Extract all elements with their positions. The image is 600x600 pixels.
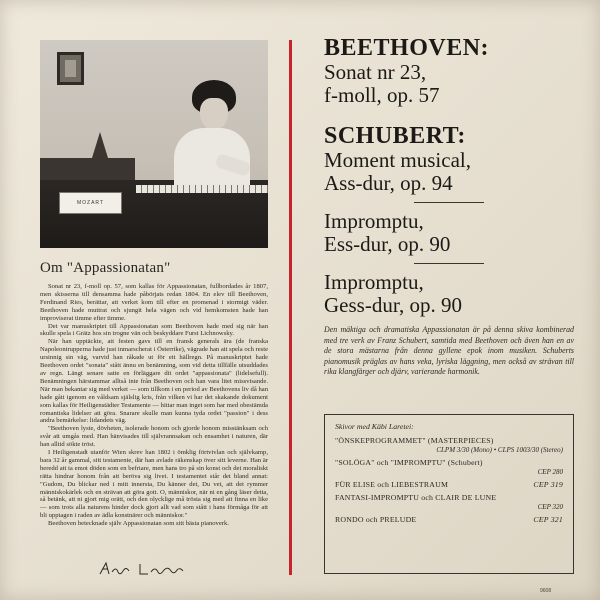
record-catalog: CEP 280 — [537, 468, 563, 476]
print-code: 9608 — [540, 588, 552, 594]
handwritten-signature — [96, 560, 226, 578]
pianist-face — [200, 98, 228, 130]
album-blurb: Den mäktiga och dramatiska Appassionatan är på denna skiva kombinerad med tre verk av Franz Schubert, samtida med Beethoven och även han en av de stora mästarna från denna gyllene epok inom musiken. Schuberts pianomusik präglas av hans veka, lyriska läggning, men också av strävan till rika klangfärger och djärv, varierande harmonik. — [324, 325, 574, 377]
sheet-music — [59, 192, 122, 214]
metronome-icon — [92, 132, 108, 158]
wall-picture-frame — [57, 52, 84, 85]
essay — [40, 260, 268, 528]
record-title: FÜR ELISE och LIEBESTRAUM — [335, 480, 449, 489]
record-title: "SOLÖGA" och "IMPROMPTU" (Schubert) — [335, 458, 483, 467]
work-line: f-moll, op. 57 — [324, 83, 440, 107]
red-divider — [289, 40, 292, 575]
work-line: Impromptu, — [324, 270, 424, 294]
essay-paragraph: Det var manuskriptet till Appassionatan som Beethoven hade med sig när han skulle spela i Grätz hos sin trogne vän och beskyddare Furst Lichnowsky. — [40, 322, 268, 338]
record-item — [335, 436, 563, 454]
discography-title: Skivor med Käbi Laretei: — [335, 422, 414, 431]
title-separator — [414, 263, 484, 264]
work-line: Moment musical, — [324, 148, 471, 172]
record-catalog: CLPM 3/30 (Mono) • CLPS 1003/30 (Stereo) — [436, 446, 563, 454]
record-item — [335, 493, 563, 511]
title-separator — [414, 202, 484, 203]
work-line: Gess-dur, op. 90 — [324, 293, 462, 317]
record-catalog: CEP 320 — [537, 503, 563, 511]
record-title: FANTASI-IMPROMPTU och CLAIR DE LUNE — [335, 493, 497, 502]
piano-keyboard — [136, 185, 268, 193]
record-code: CEP 319 — [533, 480, 563, 489]
sheet-music-label: MOZART — [76, 200, 105, 206]
program-titles — [324, 35, 574, 317]
essay-paragraph: I Heiligenstadt utanför Wien skrev han 1802 i ömklig förtvivlan och självkamp, bara 32 år gammal, sitt testamente, där han avlade räkenskap över sitt leverne. Han är beredd att ta emot döden som en befriare, men hans tro på sin konst och det moraliskt rätta hindrar honom från att beröva sig livet. I testamentet står det bland annat: "Gudom, Du blickar ned i mitt innersta, Du känner det, Du vet, att det rymmer människokärlek och en strävan att göra gott. O, människor, när ni en gång läser detta, så betänk, att ni gjort mig orätt, och den olycklige må trösta sig med att finna en like — som trots alla naturens hinder dock gjort allt vad som stått i hans förmåga för att bli upptagen i raden av ädla konstnärer och människor." — [40, 449, 268, 520]
work-line: Impromptu, — [324, 209, 424, 233]
work-line: Ass-dur, op. 94 — [324, 171, 453, 195]
record-item — [335, 515, 563, 524]
essay-paragraph: Sonat nr 23, f-moll op. 57, som kallas för Appassionatan, fullbordades år 1807, men skisserna till densamma hade påbörjats redan 1804. En elev till Beethoven, Ferdinand Ries, berättar, att verket kom till efter en promenad i stormigt väder. Beethoven hade muttrat och sjungit hela vägen och vid hemkomsten hade han improviserat timme efter timme. — [40, 283, 268, 322]
essay-paragraph: När han upptäckte, att festen gavs till en fransk generals ära (de franska Napoleontrupperna hade just inmarscherat i Österrike), vägrade han att spela och reste ursinnig sin väg, varvid han råkade ut för ett hällregn. På manuskriptet hade Beethoven ordet "sonata" stått ännu en benämning, som vid detta tillfälle utsuddades av regn. Längt senare satte en förläggare dit ordet "appassionata" (lidelsefull). Benämningen härstammar alltså inte från Beethoven och han vara litet missvisande. När man bekantar sig med verket — som tillkom i en period av Beethovens liv då han hade gått igenom en våldsam själslig kris, från vilken vi har det skakande dokument som kallas för Heiligenstädter Testamente — hittar man inget som har med obestämda romantiska lidelser att göra. Snarare skulle man kunna tyda ordet "passion" i dess andra bemärkelse: lidandets väg. — [40, 338, 268, 425]
essay-body — [40, 283, 268, 528]
pianist-photo — [40, 40, 268, 248]
discography-box — [324, 414, 574, 574]
work-line: Sonat nr 23, — [324, 60, 427, 84]
essay-title: Om "Appassionatan" — [40, 260, 171, 276]
composer-schubert: SCHUBERT: — [324, 123, 466, 149]
record-title: RONDO och PRELUDE — [335, 515, 417, 524]
composer-beethoven: BEETHOVEN: — [324, 35, 490, 61]
essay-paragraph: Beethoven betecknade själv Appassionatan som sitt bästa pianoverk. — [48, 520, 229, 528]
record-item — [335, 480, 563, 489]
record-title: "ÖNSKEPROGRAMMET" (MASTERPIECES) — [335, 436, 494, 445]
record-code: CEP 321 — [533, 515, 563, 524]
work-line: Ess-dur, op. 90 — [324, 232, 451, 256]
record-item — [335, 458, 563, 476]
essay-paragraph: "Beethoven lyste, dövheten, isolerade honom och gjorde honom misstänksam och svår att umgås med. Han hänvisades till självrannsakan och ensamhet i naturen, där han alltid sökte tröst. — [40, 425, 268, 449]
